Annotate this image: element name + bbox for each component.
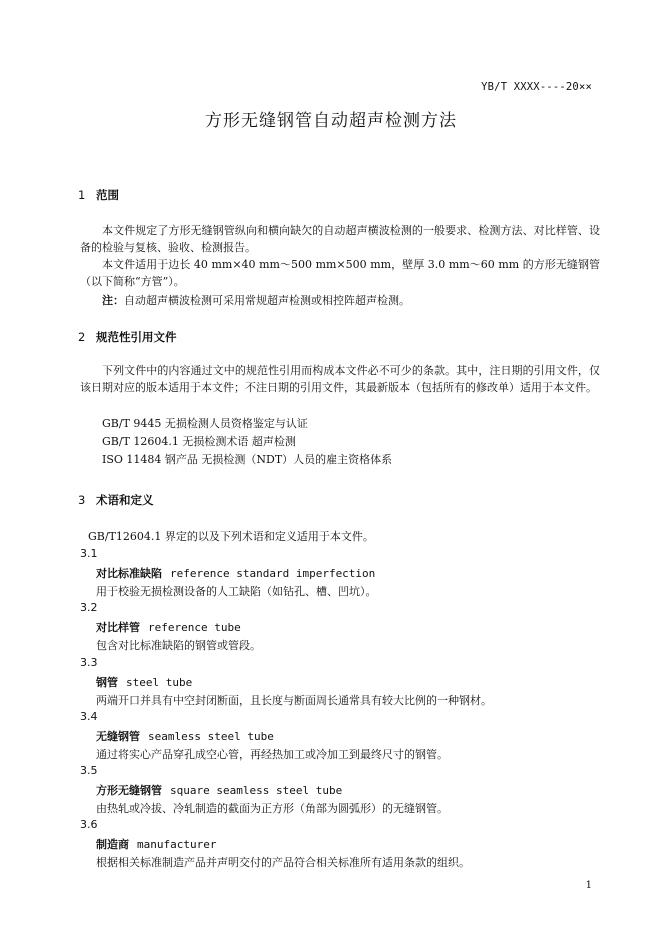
section-2-heading: [78, 329, 177, 345]
page-number: 1: [585, 880, 592, 891]
term-heading: [96, 674, 192, 690]
term-english: seamless steel tube: [148, 730, 274, 743]
term-chinese: 方形无缝钢管: [96, 784, 162, 797]
term-english: reference standard imperfection: [170, 567, 376, 580]
term-definition: 用于校验无损检测设备的人工缺陷（如钻孔、槽、凹坑）。: [96, 585, 377, 598]
term-english: steel tube: [126, 676, 193, 689]
term-number: 3.2: [80, 601, 98, 614]
term-chinese: 钢管: [96, 676, 118, 689]
term-definition: 根据相关标准制造产品并声明交付的产品符合相关标准所有适用条款的组织。: [96, 856, 470, 869]
scope-paragraph-1: 本文件规定了方形无缝钢管纵向和横向缺欠的自动超声横波检测的一般要求、检测方法、对比样管、设备的检验与复核、验收、检测报告。: [80, 224, 600, 254]
standard-code: YB/T XXXX----20××: [481, 81, 592, 93]
section-3-heading: [78, 492, 154, 508]
term-definition: 通过将实心产品穿孔成空心管，再经热加工或冷加工到最终尺寸的钢管。: [96, 748, 448, 761]
section-number: 3: [78, 493, 86, 507]
term-heading: [96, 565, 375, 581]
term-english: manufacturer: [137, 838, 217, 851]
term-chinese: 对比标准缺陷: [96, 567, 162, 580]
term-heading: [96, 728, 274, 744]
note-text: 自动超声横波检测可采用常规超声检测或相控阵超声检测。: [124, 294, 410, 307]
term-number: 3.6: [80, 818, 98, 831]
normative-references-paragraph: 下列文件中的内容通过文中的规范性引用而构成本文件必不可少的条款。其中，注日期的引用文件，仅该日期对应的版本适用于本文件；不注日期的引用文件，其最新版本（包括所有的修改单）适用于本文件。: [80, 364, 600, 394]
document-title: 方形无缝钢管自动超声检测方法: [205, 111, 457, 131]
term-number: 3.1: [80, 547, 98, 560]
term-definition: 包含对比标准缺陷的钢管或管段。: [96, 639, 261, 652]
term-english: square seamless steel tube: [170, 784, 343, 797]
term-chinese: 无缝钢管: [96, 730, 140, 743]
terms-intro: GB/T12604.1 界定的以及下列术语和定义适用于本文件。: [88, 530, 374, 543]
term-heading: [96, 782, 342, 798]
note-label: 注：: [102, 294, 124, 307]
term-heading: [96, 619, 241, 635]
section-number: 2: [78, 330, 86, 344]
scope-paragraph-2: 本文件适用于边长 40 mm×40 mm～500 mm×500 mm，壁厚 3.0 mm～60 mm 的方形无缝钢管（以下简称“方管”）。: [80, 258, 600, 288]
section-number: 1: [78, 188, 86, 202]
reference-item: GB/T 12604.1 无损检测术语 超声检测: [102, 435, 296, 448]
term-chinese: 制造商: [96, 838, 129, 851]
term-definition: 两端开口并具有中空封闭断面，且长度与断面周长通常具有较大比例的一种钢材。: [96, 694, 492, 707]
section-title: 规范性引用文件: [96, 330, 177, 344]
term-english: reference tube: [148, 621, 241, 634]
term-heading: [96, 836, 216, 852]
term-number: 3.3: [80, 656, 98, 669]
reference-item: GB/T 9445 无损检测人员资格鉴定与认证: [102, 417, 308, 430]
scope-note: [102, 292, 410, 308]
term-chinese: 对比样管: [96, 621, 140, 634]
section-title: 术语和定义: [96, 493, 154, 507]
term-number: 3.5: [80, 764, 98, 777]
section-title: 范围: [96, 188, 119, 202]
term-number: 3.4: [80, 710, 98, 723]
reference-item: ISO 11484 钢产品 无损检测（NDT）人员的雇主资格体系: [102, 453, 393, 466]
term-definition: 由热轧或冷拔、冷轧制造的截面为正方形（角部为圆弧形）的无缝钢管。: [96, 802, 448, 815]
section-1-heading: [78, 187, 119, 203]
